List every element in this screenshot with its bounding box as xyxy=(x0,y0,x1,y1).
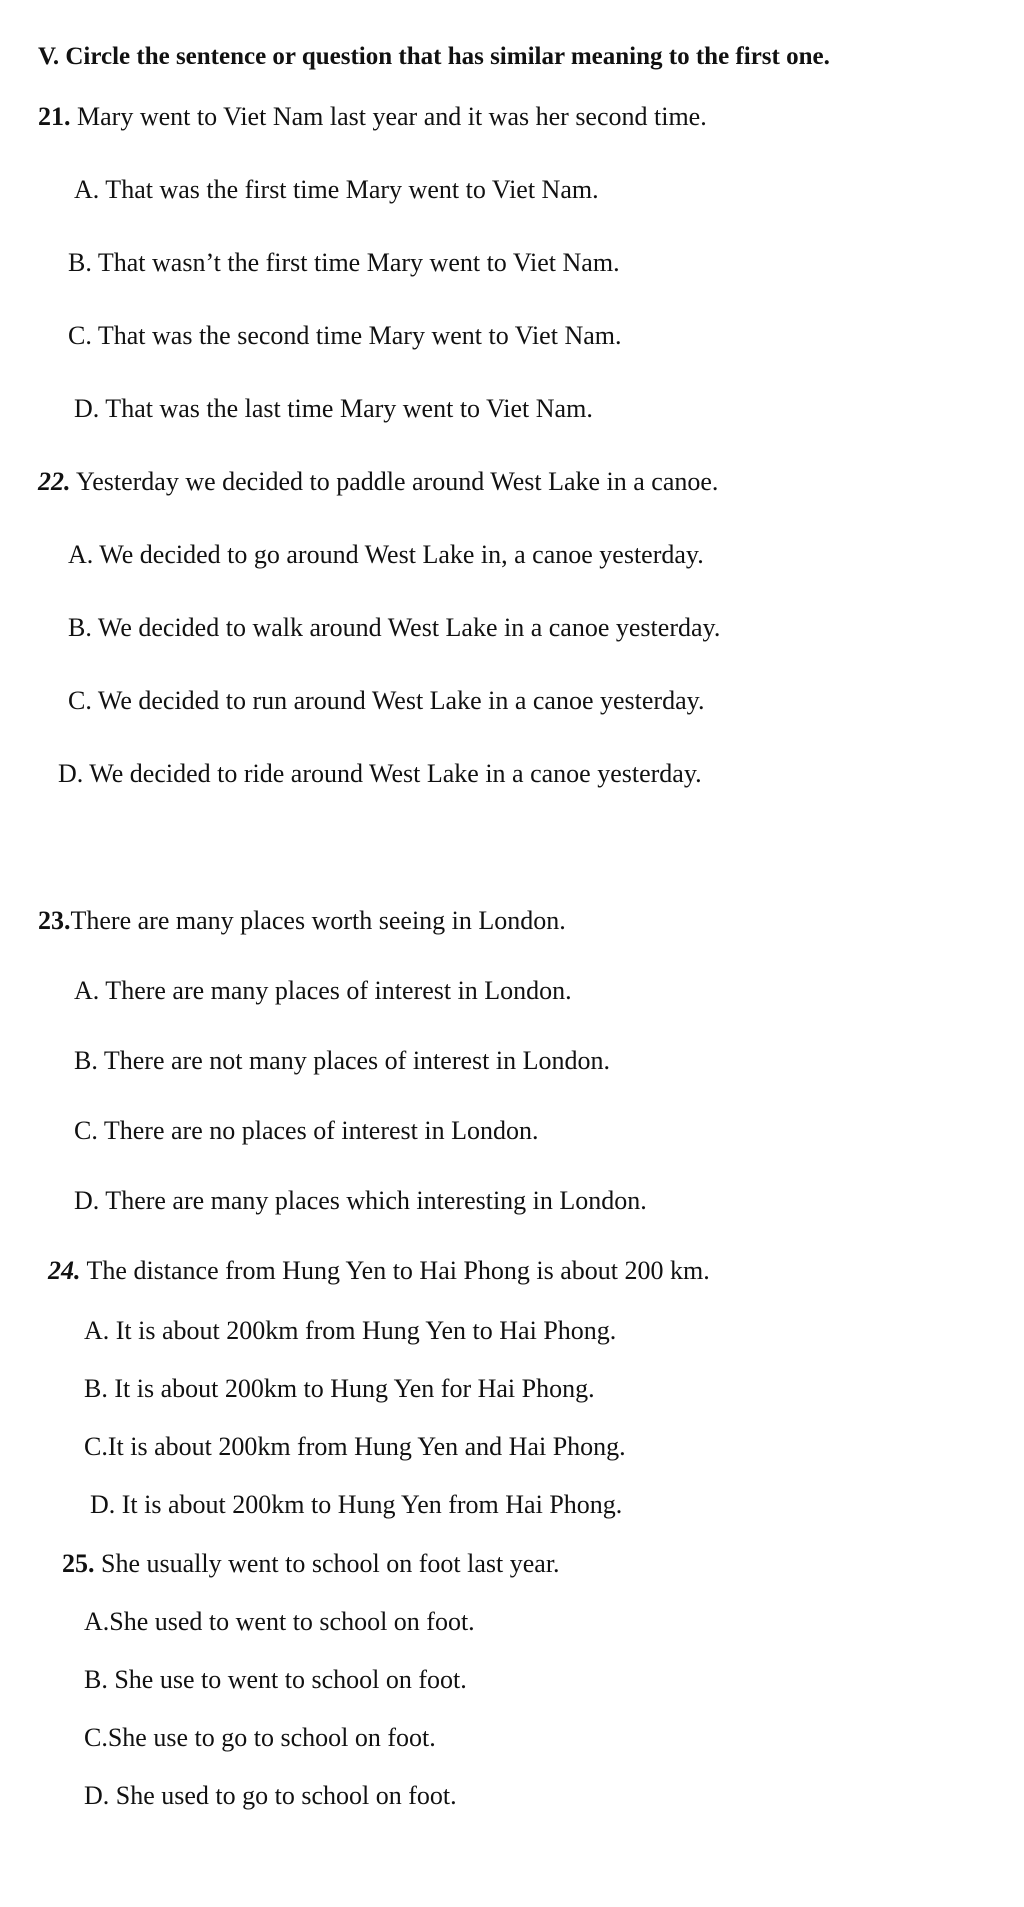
question-23-option-c[interactable]: C. There are no places of interest in London. xyxy=(74,1116,539,1145)
question-text: The distance from Hung Yen to Hai Phong is about 200 km. xyxy=(80,1256,710,1285)
question-text: Yesterday we decided to paddle around West Lake in a canoe. xyxy=(70,467,719,496)
question-number: 21. xyxy=(38,102,71,131)
question-number: 22. xyxy=(38,467,71,496)
question-22-option-c[interactable]: C. We decided to run around West Lake in a canoe yesterday. xyxy=(68,686,705,715)
question-25-option-a[interactable]: A.She used to went to school on foot. xyxy=(84,1607,475,1636)
question-25-stem xyxy=(62,1549,560,1579)
question-text: Mary went to Viet Nam last year and it was her second time. xyxy=(70,102,707,131)
question-text: There are many places worth seeing in London. xyxy=(70,906,566,935)
question-22-option-b[interactable]: B. We decided to walk around West Lake in a canoe yesterday. xyxy=(68,613,721,642)
question-23-stem xyxy=(38,906,566,936)
question-25-option-d[interactable]: D. She used to go to school on foot. xyxy=(84,1781,457,1810)
question-24-option-b[interactable]: B. It is about 200km to Hung Yen for Hai Phong. xyxy=(84,1374,595,1403)
question-23-option-b[interactable]: B. There are not many places of interest in London. xyxy=(74,1046,610,1075)
question-25-option-c[interactable]: C.She use to go to school on foot. xyxy=(84,1723,436,1752)
question-22-option-a[interactable]: A. We decided to go around West Lake in, a canoe yesterday. xyxy=(68,540,704,569)
question-21-option-d[interactable]: D. That was the last time Mary went to Viet Nam. xyxy=(74,394,593,423)
question-23-option-d[interactable]: D. There are many places which interesting in London. xyxy=(74,1186,647,1215)
question-24-option-c[interactable]: C.It is about 200km from Hung Yen and Hai Phong. xyxy=(84,1432,626,1461)
question-23-option-a[interactable]: A. There are many places of interest in London. xyxy=(74,976,572,1005)
question-22-option-d[interactable]: D. We decided to ride around West Lake in a canoe yesterday. xyxy=(58,759,702,788)
question-number: 24. xyxy=(48,1256,81,1285)
question-24-stem xyxy=(48,1256,710,1286)
question-number: 23. xyxy=(38,906,71,935)
question-number: 25. xyxy=(62,1549,95,1578)
question-21-option-c[interactable]: C. That was the second time Mary went to Viet Nam. xyxy=(68,321,622,350)
question-24-option-d[interactable]: D. It is about 200km to Hung Yen from Hai Phong. xyxy=(90,1490,623,1519)
question-text: She usually went to school on foot last year. xyxy=(94,1549,560,1578)
section-title: V. Circle the sentence or question that has similar meaning to the first one. xyxy=(38,43,830,70)
question-22-stem xyxy=(38,467,718,497)
question-21-option-a[interactable]: A. That was the first time Mary went to Viet Nam. xyxy=(74,175,599,204)
question-21-stem xyxy=(38,102,707,132)
question-21-option-b[interactable]: B. That wasn’t the first time Mary went to Viet Nam. xyxy=(68,248,620,277)
question-25-option-b[interactable]: B. She use to went to school on foot. xyxy=(84,1665,467,1694)
question-24-option-a[interactable]: A. It is about 200km from Hung Yen to Hai Phong. xyxy=(84,1316,617,1345)
